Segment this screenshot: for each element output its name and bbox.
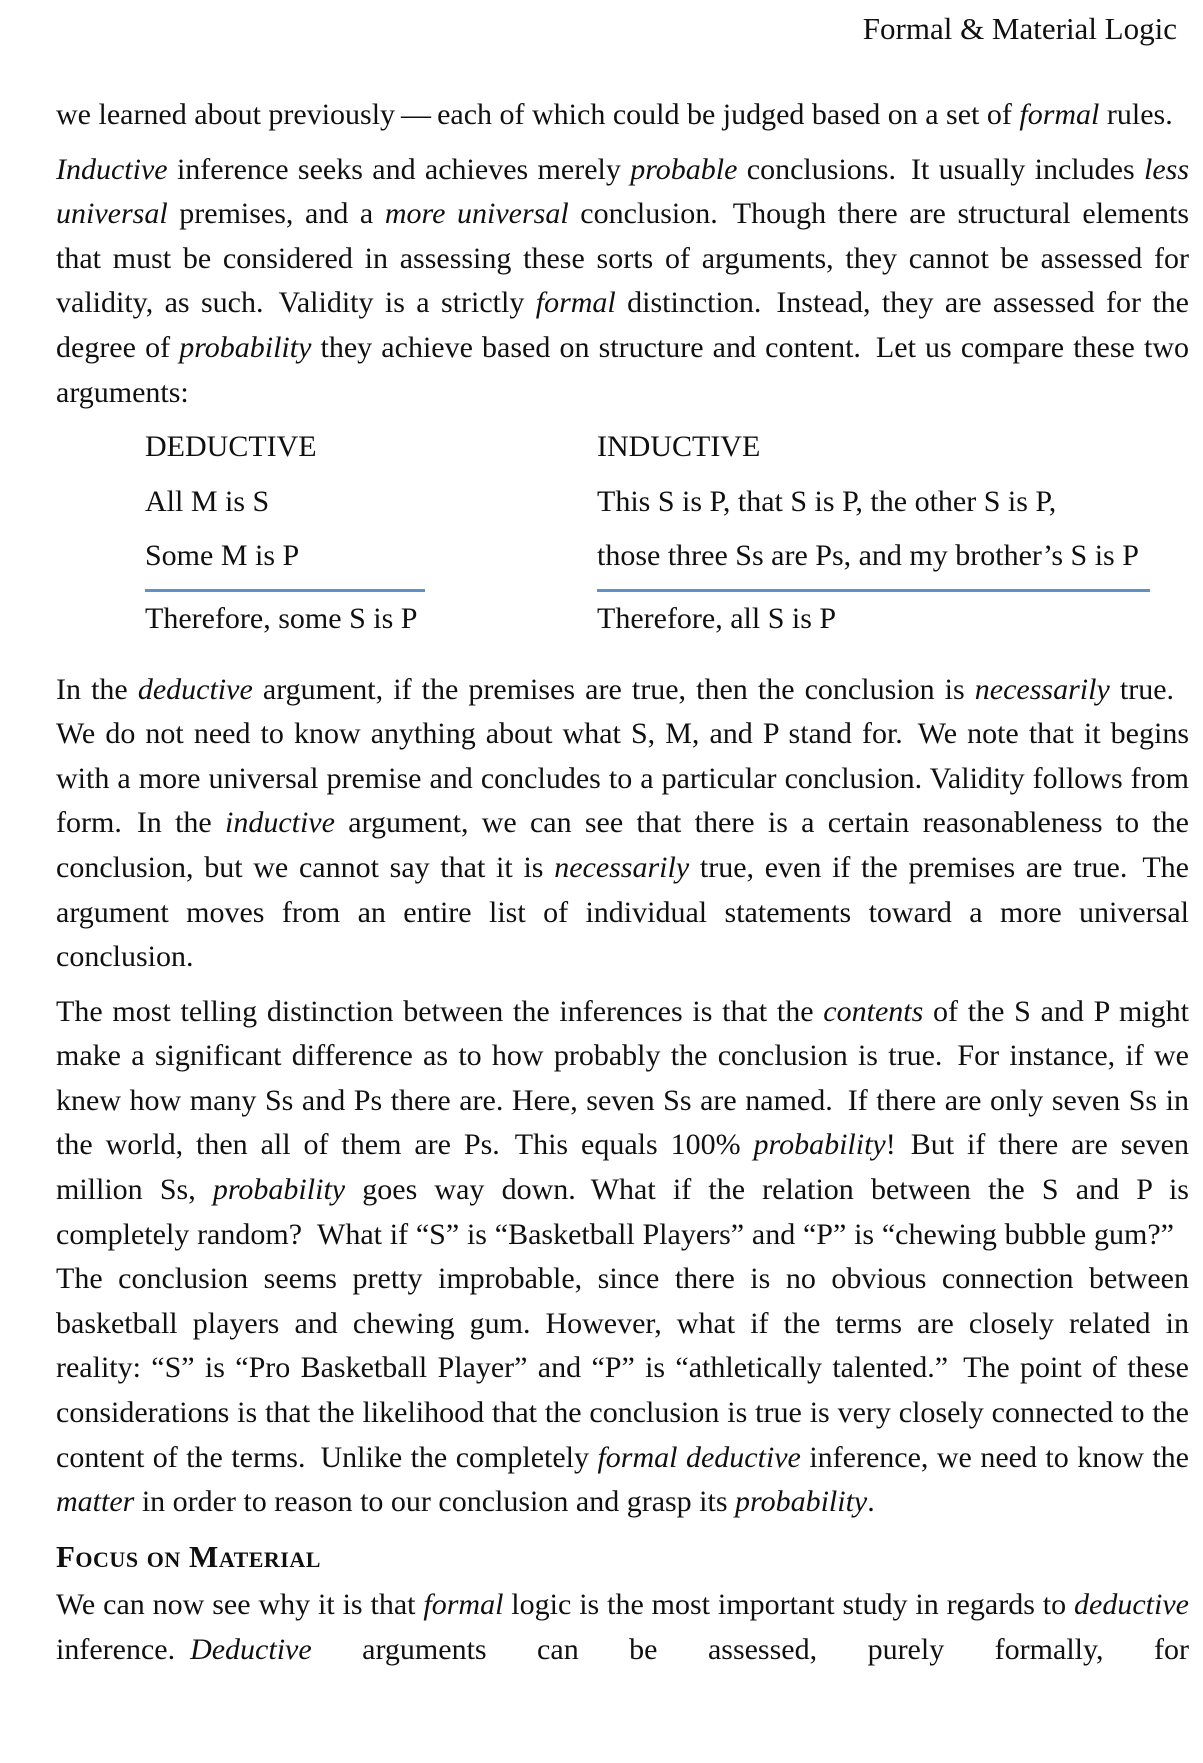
deductive-premise-1: All M is S [145, 484, 270, 518]
paragraph-deductive-vs-inductive: In the deductive argument, if the premises are true, then the conclusion is necessarily true. We do not need to know anything about what S, M, and P stand for. We note that it begins with a more universal premise and concludes to a particular conclusion. Validity follows from form. In the inductive argument, we can see that there is a certain reasonableness to the conclusion, but we cannot say that it is necessarily true, even if the premises are true. The argument moves from an entire list of individual statements toward a more universal conclusion. [56, 672, 1190, 974]
paragraph-contents-distinction: The most telling distinction between the inferences is that the contents of the S and P might make a significant difference as to how probably the conclusion is true. For instance, if we knew how many Ss and Ps there are. Here, seven Ss are named. If there are only seven Ss in the world, then all of them are Ps. This equals 100% probability! But if there are seven million Ss, probability goes way down. What if the relation between the S and P is completely random? What if “S” is “Basketball Players” and “P” is “chewing bubble gum?” The conclusion seems pretty improbable, since there is no obvious connection between basketball players and chewing gum. However, what if the terms are closely related in reality: “S” is “Pro Basketball Player” and “P” is “athletically talented.” The point of these considerations is that the likelihood that the conclusion is true is very closely connected to the content of the terms. Unlike the completely formal deductive inference, we need to know the matter in order to reason to our conclusion and grasp its probability. [56, 994, 1190, 1519]
page-body [56, 93, 1189, 1673]
inductive-column [597, 425, 1189, 651]
section-heading-focus-on-material: Focus on Material [56, 1538, 321, 1574]
deductive-column [145, 425, 597, 651]
argument-comparison [56, 425, 1189, 651]
inductive-premise-1: This S is P, that S is P, the other S is P, [597, 484, 1057, 518]
deductive-title: DEDUCTIVE [145, 430, 317, 464]
deductive-conclusion: Therefore, some S is P [145, 601, 418, 635]
page-header [0, 0, 1203, 48]
inductive-premise-2: those three Ss are Ps, and my brother’s S is P [597, 539, 1139, 573]
paragraph-focus-on-material: We can now see why it is that formal logic is the most important study in regards to deductive inference. Deductive arguments can be assessed, purely formally, for [56, 1588, 1189, 1666]
deductive-premise-2: Some M is P [145, 539, 300, 573]
inductive-conclusion-rule [597, 589, 1150, 592]
running-head-title: Formal & Material Logic [862, 11, 1177, 46]
paragraph-intro-continuation: we learned about previously — each of which could be judged based on a set of formal rules. [56, 98, 1173, 131]
deductive-conclusion-rule [145, 589, 425, 592]
inductive-title: INDUCTIVE [597, 430, 761, 464]
paragraph-inductive-inference: Inductive inference seeks and achieves merely probable conclusions. It usually includes less universal premises, and a more universal conclusion. Though there are structural elements that must be considered in assessing these sorts of arguments, they cannot be assessed for validity, as such. Validity is a strictly formal distinction. Instead, they are assessed for the degree of probability they achieve based on structure and content. Let us compare these two arguments: [56, 152, 1190, 409]
inductive-conclusion: Therefore, all S is P [597, 601, 837, 635]
